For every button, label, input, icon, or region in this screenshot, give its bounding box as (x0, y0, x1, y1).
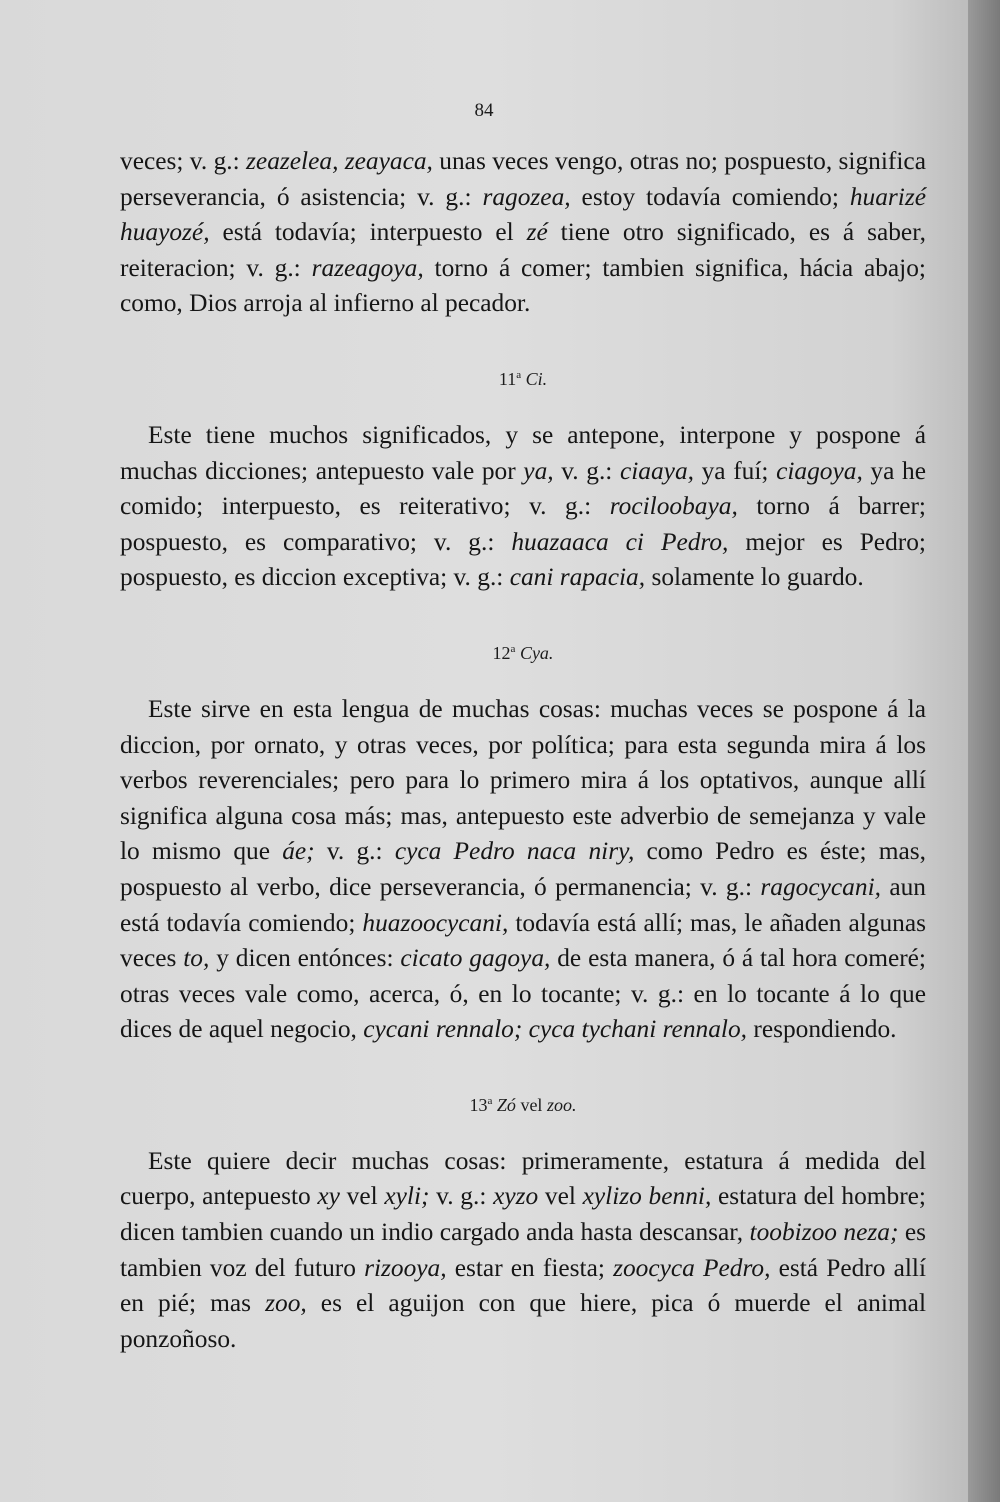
page-edge-shadow (968, 0, 1000, 1502)
italic-term: xyli; (384, 1182, 430, 1211)
italic-term: ciaaya, (619, 456, 694, 485)
italic-term: xyzo (493, 1182, 539, 1211)
section-heading-11: 11$^a$ Ci. (498, 368, 548, 389)
italic-term: cyca Pedro naca niry, (394, 837, 635, 866)
italic-term: huarizé huayozé, (120, 182, 927, 247)
italic-term: zoo, (265, 1289, 307, 1318)
page-number: 84 (474, 100, 494, 121)
italic-term: zoocyca Pedro, (613, 1253, 771, 1282)
page-body (120, 144, 926, 1357)
italic-term: cani rapacia, (509, 563, 646, 592)
italic-term: xylizo benni, (582, 1182, 712, 1211)
italic-term: ragozea, (482, 182, 571, 211)
italic-term: áe; (282, 837, 315, 866)
paragraph: Este sirve en esta lengua de muchas cosas: muchas veces se pospone á la diccion, por ornato, y otras veces, por política; para esta segunda mira á los verbos reverenciales; pero para lo primero mira á los optativos, aunque allí significa alguna cosa más; mas, antepuesto este adverbio de semejanza y vale lo mismo que áe; v. g.: cyca Pedro naca niry, como Pedro es éste; mas, pospuesto al verbo, dice perseverancia, ó permanencia; v. g.: ragocycani, aun está todavía comiendo; huazoocycani, todavía está allí; mas, le añaden algunas veces to, y dicen entónces: cicato gagoya, de esta manera, ó á tal hora comeré; otras veces vale como, acerca, ó, en lo tocante; v. g.: en lo tocante á lo que dices de aquel negocio, cycani rennalo; cyca tychani rennalo, respondiendo. (120, 694, 927, 1044)
italic-term: zé (526, 218, 548, 247)
italic-term: cicato gagoya, (400, 944, 551, 973)
italic-term: cycani rennalo; cyca tychani rennalo, (363, 1015, 748, 1044)
italic-term: rizooya, (364, 1253, 447, 1282)
italic-term: rociloobaya, (609, 492, 738, 521)
italic-term: to, (183, 944, 210, 973)
italic-term: zeazelea, zeayaca, (246, 147, 433, 175)
italic-term: ragocycani, (760, 872, 881, 901)
italic-term: ya, (523, 456, 554, 485)
italic-term: huazaaca ci Pedro, (511, 527, 729, 556)
italic-term: huazoocycani, (362, 908, 509, 937)
italic-term: xy (317, 1182, 340, 1211)
italic-term: ciagoya, (776, 456, 863, 485)
italic-term: toobizoo neza; (749, 1218, 899, 1247)
section-heading-13: 13$^a$ Zó vel zoo. (469, 1094, 577, 1115)
section-heading-12: 12$^a$ Cya. (492, 642, 554, 663)
paragraph: Este tiene muchos significados, y se antepone, interpone y pospone á muchas dicciones; antepuesto vale por ya, v. g.: ciaaya, ya fuí; ciagoya, ya he comido; interpuesto, es reiterativo; v. g.: rociloobaya, torno á barrer; pospuesto, es comparativo; v. g.: huazaaca ci Pedro, mejor es Pedro; pospuesto, es diccion exceptiva; v. g.: cani rapacia, solamente lo guardo. (120, 420, 926, 592)
paragraph: veces; v. g.: zeazelea, zeayaca, unas veces vengo, otras no; pospuesto, significa perseverancia, ó asistencia; v. g.: ragozea, estoy todavía comiendo; huarizé huayozé, está todavía; interpuesto el zé tiene otro significado, es á saber, reiteracion; v. g.: razeagoya, torno á comer; tambien significa, hácia abajo; como, Dios arroja al infierno al pecador. (120, 147, 927, 318)
italic-term: razeagoya, (311, 253, 424, 282)
paragraph: Este quiere decir muchas cosas: primeramente, estatura á medida del cuerpo, antepuesto xy vel xyli; v. g.: xyzo vel xylizo benni, estatura del hombre; dicen tambien cuando un indio cargado anda hasta descansar, toobizoo neza; es tambien voz del futuro rizooya, estar en fiesta; zoocyca Pedro, está Pedro allí en pié; mas zoo, es el aguijon con que hiere, pica ó muerde el animal ponzoñoso. (120, 1146, 927, 1353)
